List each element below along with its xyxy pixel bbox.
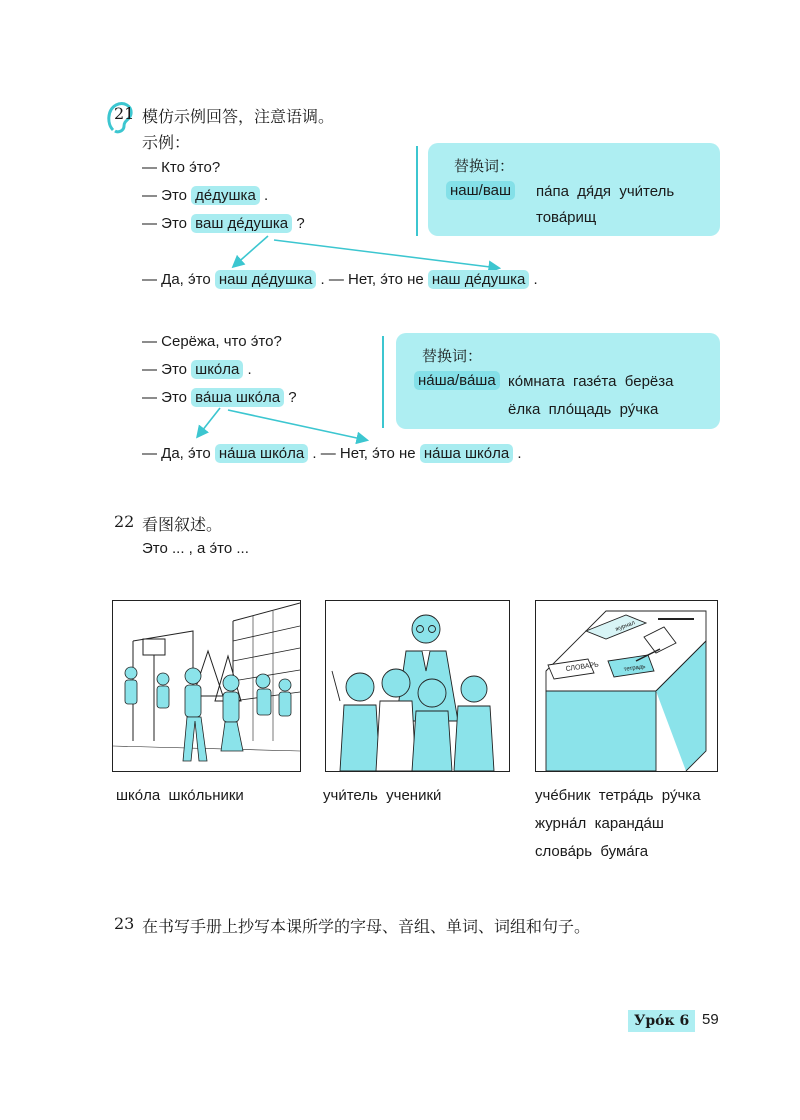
highlight: наш де́душка	[215, 270, 316, 289]
example-label: 示例：	[142, 135, 191, 152]
replacement-box-2	[396, 333, 720, 429]
replacement-row-2: това́рищ	[536, 209, 597, 226]
replacement-key: наш/ваш	[446, 181, 515, 200]
desk-illustration	[536, 601, 717, 771]
highlight: ва́ша шко́ла	[191, 388, 284, 407]
caption-3-line-3: слова́рь бума́га	[535, 843, 649, 860]
replacement-key: на́ша/ва́ша	[414, 371, 500, 390]
highlight: де́душка	[191, 186, 260, 205]
teacher-illustration	[326, 601, 509, 771]
exercise-title: 看图叙述。	[142, 517, 223, 534]
dialogue-2-line-3: — Это ва́ша шко́ла ?	[142, 389, 297, 406]
exercise-number: 22	[114, 512, 135, 531]
picture-school	[112, 600, 301, 772]
highlight: на́ша шко́ла	[215, 444, 308, 463]
book-label-journal: журнал	[614, 620, 636, 633]
exercise-text: 在书写手册上抄写本课所学的字母、音组、单词、词组和句子。	[142, 919, 591, 936]
replacement-row-1: па́па дя́дя учи́тель	[536, 183, 675, 200]
dialogue-2-line-2: — Это шко́ла .	[142, 361, 252, 378]
replacement-label: 替换词：	[454, 158, 515, 175]
replacement-row-2: ёлка пло́щадь ру́чка	[508, 401, 659, 418]
school-illustration	[113, 601, 300, 771]
book-label-dictionary: СЛОВАРЬ	[565, 661, 600, 673]
highlight: шко́ла	[191, 360, 243, 379]
book-label-notebook: тетрадь	[623, 663, 646, 673]
dialogue-1-line-2: — Это де́душка .	[142, 187, 269, 204]
dialogue-2-line-1: — Серёжа, что э́то?	[142, 333, 282, 350]
highlight: на́ша шко́ла	[420, 444, 513, 463]
lesson-tag: Уро́к 6	[628, 1010, 695, 1032]
page-number: 59	[702, 1011, 719, 1028]
caption-3-line-1: уче́бник тетра́дь ру́чка	[535, 787, 701, 804]
dialogue-2-answer: — Да, э́то на́ша шко́ла . — Нет, э́то не на́ша шко́ла .	[142, 445, 522, 462]
caption-2: учи́тель ученики́	[323, 787, 442, 804]
dialogue-1-line-1: — Кто э́то?	[142, 159, 221, 176]
dialogue-1-line-3: — Это ваш де́душка ?	[142, 215, 305, 232]
caption-1: шко́ла шко́льники	[116, 787, 244, 804]
exercise-prompt: Это ... , а э́то ...	[142, 540, 249, 557]
picture-teacher	[325, 600, 510, 772]
highlight: ваш де́душка	[191, 214, 292, 233]
caption-3-line-2: журна́л каранда́ш	[535, 815, 664, 832]
replacement-row-1: ко́мната газе́та берёза	[508, 373, 674, 390]
picture-desk	[535, 600, 718, 772]
exercise-number: 23	[114, 914, 135, 933]
replacement-box-1	[428, 143, 720, 236]
exercise-title: 模仿示例回答，注意语调。	[142, 109, 335, 126]
dialogue-1-answer: — Да, э́то наш де́душка . — Нет, э́то не наш де́душка .	[142, 271, 538, 288]
replacement-label: 替换词：	[422, 348, 483, 365]
highlight: наш де́душка	[428, 270, 529, 289]
exercise-number: 21	[114, 104, 135, 123]
divider-bar	[416, 146, 418, 236]
divider-bar	[382, 336, 384, 428]
